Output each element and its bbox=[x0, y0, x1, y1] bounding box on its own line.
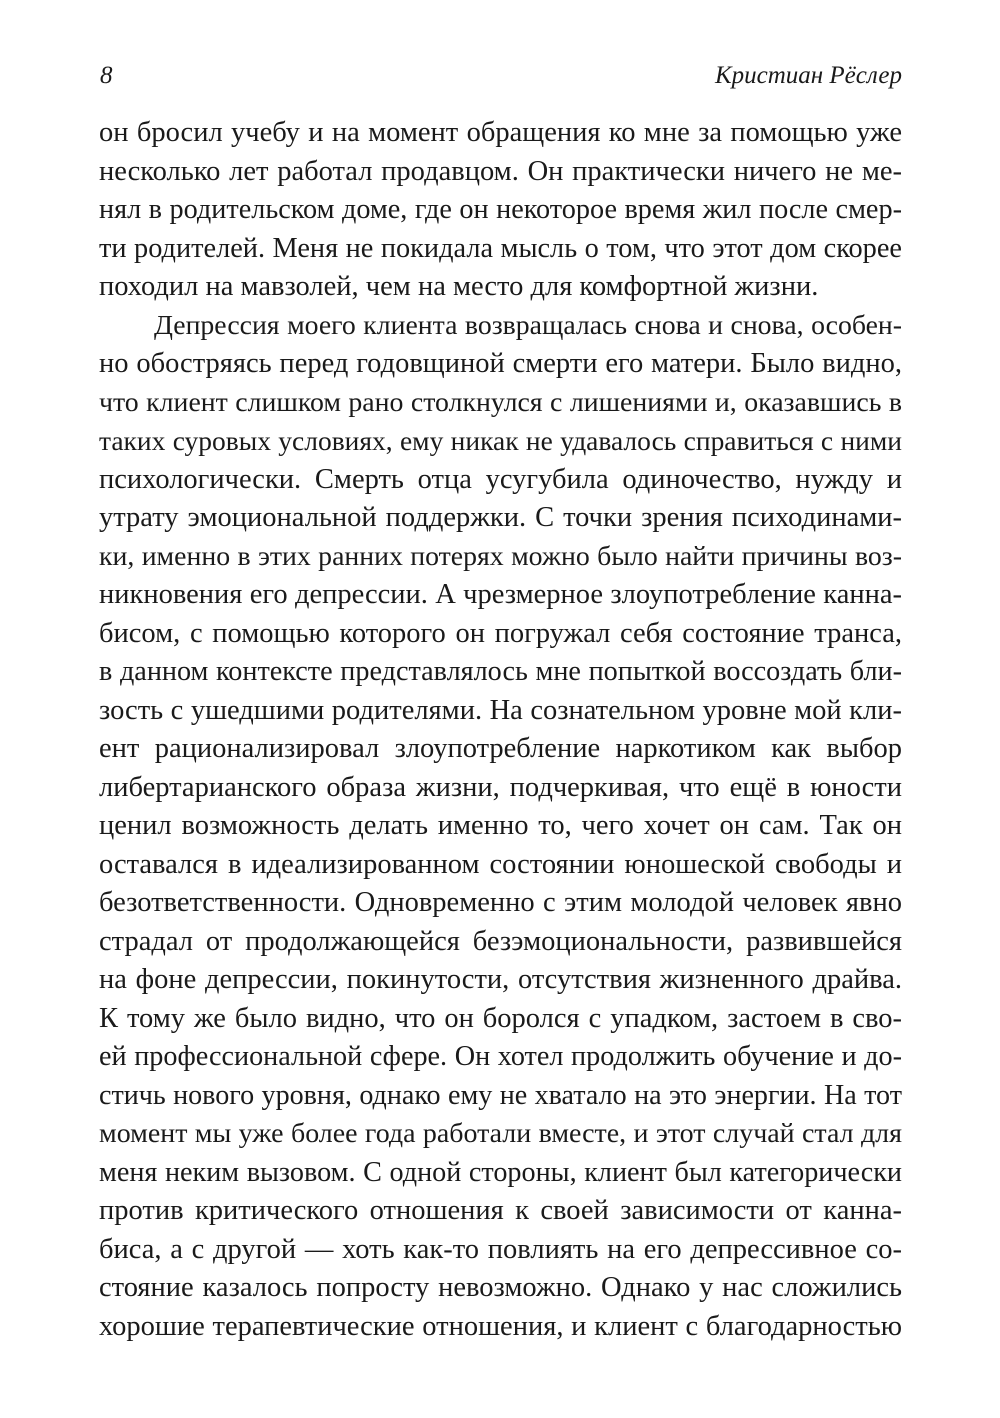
text-line: зость с ушедшими родителями. На сознательном уровне мой кли- bbox=[99, 694, 902, 726]
text-line: безответственности. Одновременно с этим молодой человек явно bbox=[99, 887, 902, 918]
text-line: биса, а с другой — хоть как-то повлиять на его депрессивное со- bbox=[99, 1233, 902, 1265]
text-line: ей профессиональной сфере. Он хотел продолжить обучение и до- bbox=[99, 1041, 902, 1072]
text-line: хорошие терапевтические отношения, и клиент с благодарностью bbox=[99, 1310, 902, 1342]
text-line: никновения его депрессии. А чрезмерное злоупотребление канна- bbox=[99, 579, 902, 610]
text-line: оставался в идеализированном состоянии юношеской свободы и bbox=[99, 848, 902, 880]
text-line: ценил возможность делать именно то, чего хочет он сам. Так он bbox=[99, 810, 902, 841]
text-line: меня неким вызовом. С одной стороны, клиент был категорически bbox=[99, 1156, 902, 1188]
text-line: нял в родительском доме, где он некоторое время жил после смер- bbox=[99, 194, 902, 225]
body-text bbox=[99, 114, 902, 1346]
text-line: ти родителей. Меня не покидала мысль о том, что этот дом скорее bbox=[99, 232, 902, 264]
running-header-author: Кристиан Рёслер bbox=[715, 62, 902, 89]
text-line: страдал от продолжающейся безэмоциональности, развившейся bbox=[99, 925, 902, 957]
text-line: что клиент слишком рано столкнулся с лишениями и, оказавшись в bbox=[99, 386, 902, 418]
text-line: Депрессия моего клиента возвращалась снова и снова, особен- bbox=[154, 309, 902, 341]
text-line: утрату эмоциональной поддержки. С точки зрения психодинами- bbox=[99, 502, 902, 533]
text-line: ки, именно в этих ранних потерях можно было найти причины воз- bbox=[99, 540, 902, 572]
text-line: в данном контексте представлялось мне попыткой воссоздать бли- bbox=[99, 656, 902, 687]
text-line: момент мы уже более года работали вместе, и этот случай стал для bbox=[99, 1118, 902, 1149]
text-line: ент рационализировал злоупотребление наркотиком как выбор bbox=[99, 733, 902, 764]
paragraph-1 bbox=[99, 114, 902, 307]
text-line: бисом, с помощью которого он погружал себя состояние транса, bbox=[99, 617, 902, 649]
text-line: таких суровых условиях, ему никак не удавалось справиться с ними bbox=[99, 426, 902, 456]
text-line: К тому же было видно, что он боролся с упадком, застоем в сво- bbox=[99, 1002, 902, 1034]
text-line: либертарианского образа жизни, подчеркивая, что ещё в юности bbox=[99, 771, 902, 803]
running-header bbox=[100, 56, 902, 96]
text-line: на фоне депрессии, покинутости, отсутствия жизненного драйва. bbox=[99, 964, 902, 995]
text-line: походил на мавзолей, чем на место для комфортной жизни. bbox=[99, 271, 819, 302]
paragraph-2 bbox=[99, 307, 902, 1347]
page-number: 8 bbox=[100, 62, 113, 89]
text-line: но обостряясь перед годовщиной смерти его матери. Было видно, bbox=[99, 348, 902, 379]
text-line: он бросил учебу и на момент обращения ко мне за помощью уже bbox=[99, 117, 902, 148]
text-line: стояние казалось попросту невозможно. Однако у нас сложились bbox=[99, 1272, 902, 1303]
text-line: против критического отношения к своей зависимости от канна- bbox=[99, 1195, 902, 1226]
text-line: стичь нового уровня, однако ему не хватало на это энергии. На тот bbox=[99, 1079, 902, 1111]
text-line: несколько лет работал продавцом. Он практически ничего не ме- bbox=[99, 155, 902, 187]
text-line: психологически. Смерть отца усугубила одиночество, нужду и bbox=[99, 463, 902, 495]
